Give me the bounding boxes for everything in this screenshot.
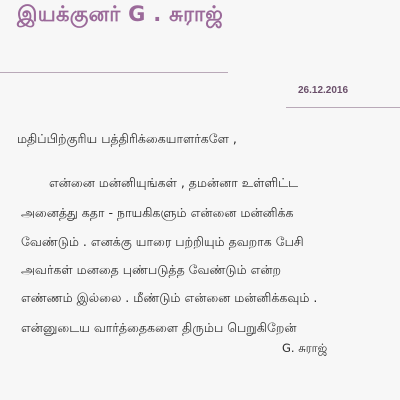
body-line: அனைத்து கதா - நாயகிகளும் என்னை மன்னிக்க [21, 205, 294, 220]
letter-date: 26.12.2016 [298, 85, 349, 96]
body-line: அவர்கள் மனதை புண்படுத்த வேண்டும் என்ற [21, 262, 281, 277]
signature: G. சுராஜ் [282, 341, 328, 355]
body-line: வேண்டும் . எனக்கு யாரை பற்றியும் தவறாக பேசி [21, 234, 304, 249]
body-line: என்னுடைய வார்த்தைகளை திரும்ப பெறுகிறேன் [21, 320, 297, 335]
body-line: எண்ணம் இல்லை . மீண்டும் என்னை மன்னிக்கவும் . [21, 290, 318, 305]
body-line: என்னை மன்னியுங்கள் , தமன்னா உள்ளிட்ட [49, 175, 299, 190]
salutation: மதிப்பிற்குரிய பத்திரிக்கையாளர்களே , [17, 131, 237, 146]
page-title: இயக்குனர் G . சுராஜ் [17, 2, 224, 26]
